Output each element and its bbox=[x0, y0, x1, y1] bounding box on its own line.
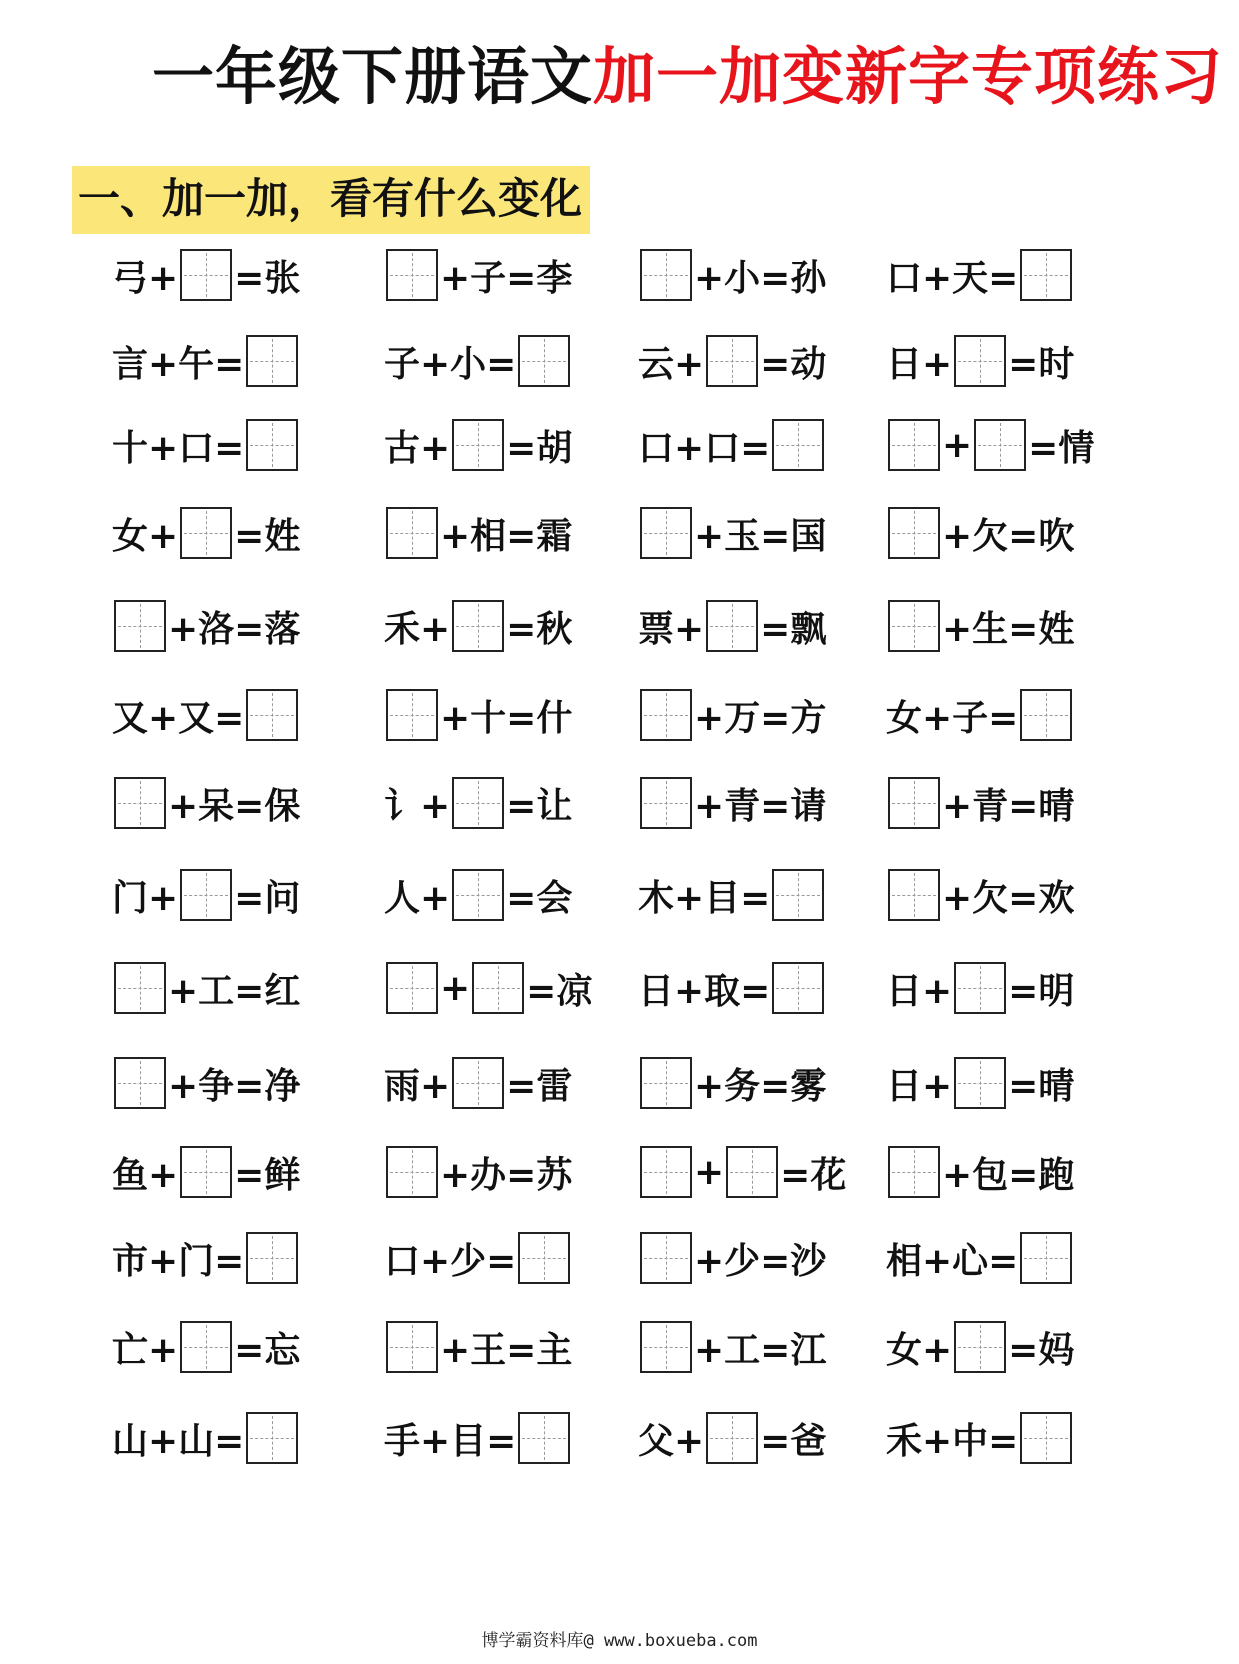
exercise-item bbox=[886, 1054, 1074, 1112]
exercise-text: 木+目= bbox=[638, 877, 771, 919]
answer-box[interactable] bbox=[640, 1232, 692, 1284]
exercise-item bbox=[886, 504, 1074, 562]
exercise-text: +办=苏 bbox=[440, 1154, 573, 1196]
exercise-text: +相=霜 bbox=[440, 515, 573, 557]
exercise-text: +工=江 bbox=[694, 1329, 827, 1371]
exercise-text: +王=主 bbox=[440, 1329, 573, 1371]
exercise-item bbox=[112, 332, 300, 390]
exercise-item bbox=[384, 686, 572, 744]
exercise-item bbox=[112, 686, 300, 744]
answer-box[interactable] bbox=[954, 962, 1006, 1014]
exercise-item bbox=[384, 774, 572, 832]
answer-box[interactable] bbox=[888, 507, 940, 559]
answer-box[interactable] bbox=[1020, 249, 1072, 301]
exercise-text: +玉=国 bbox=[694, 515, 827, 557]
exercise-text: =晴 bbox=[1008, 1065, 1075, 1107]
exercise-text: 口+口= bbox=[638, 427, 771, 469]
answer-box[interactable] bbox=[974, 419, 1026, 471]
exercise-item bbox=[638, 1054, 826, 1112]
exercise-row bbox=[0, 416, 1239, 474]
exercise-text: 口+少= bbox=[384, 1240, 517, 1282]
exercise-text: 女+子= bbox=[886, 697, 1019, 739]
exercise-text: +呆=保 bbox=[168, 785, 301, 827]
exercise-item bbox=[112, 504, 300, 562]
exercise-text: =秋 bbox=[506, 608, 573, 650]
answer-box[interactable] bbox=[1020, 1232, 1072, 1284]
exercise-text: =姓 bbox=[234, 515, 301, 557]
exercise-text: =时 bbox=[1008, 343, 1075, 385]
answer-box[interactable] bbox=[114, 1057, 166, 1109]
exercise-item bbox=[112, 416, 300, 474]
answer-box[interactable] bbox=[180, 869, 232, 921]
exercise-row bbox=[0, 1054, 1239, 1112]
exercise-item bbox=[638, 1229, 826, 1287]
exercise-text: 鱼+ bbox=[112, 1154, 179, 1196]
exercise-text: +万=方 bbox=[694, 697, 827, 739]
exercise-text: +青=晴 bbox=[942, 785, 1075, 827]
answer-box[interactable] bbox=[706, 1412, 758, 1464]
answer-box[interactable] bbox=[954, 335, 1006, 387]
exercise-item bbox=[638, 1143, 846, 1201]
exercise-text: +包=跑 bbox=[942, 1154, 1075, 1196]
exercise-row bbox=[0, 332, 1239, 390]
title-black: 一年级下册语文 bbox=[152, 40, 594, 113]
answer-box[interactable] bbox=[954, 1057, 1006, 1109]
exercise-text: +生=姓 bbox=[942, 608, 1075, 650]
exercise-item bbox=[886, 1229, 1074, 1287]
answer-box[interactable] bbox=[888, 777, 940, 829]
answer-box[interactable] bbox=[772, 419, 824, 471]
exercise-item bbox=[112, 246, 300, 304]
answer-box[interactable] bbox=[888, 1146, 940, 1198]
answer-box[interactable] bbox=[954, 1321, 1006, 1373]
exercise-row bbox=[0, 246, 1239, 304]
exercise-text: =张 bbox=[234, 257, 301, 299]
answer-box[interactable] bbox=[706, 335, 758, 387]
answer-box[interactable] bbox=[726, 1146, 778, 1198]
exercise-text: 日+ bbox=[886, 343, 953, 385]
answer-box[interactable] bbox=[888, 869, 940, 921]
exercise-text: 日+ bbox=[886, 970, 953, 1012]
exercise-item bbox=[384, 1143, 572, 1201]
exercise-row bbox=[0, 1409, 1239, 1467]
exercise-item bbox=[384, 866, 572, 924]
exercise-item bbox=[384, 416, 572, 474]
answer-box[interactable] bbox=[180, 507, 232, 559]
exercise-item bbox=[384, 1318, 572, 1376]
exercise-item bbox=[638, 1318, 826, 1376]
exercise-text: 日+取= bbox=[638, 970, 771, 1012]
exercise-item bbox=[886, 1143, 1074, 1201]
exercise-text: +欠=欢 bbox=[942, 877, 1075, 919]
exercise-text: =爸 bbox=[760, 1420, 827, 1462]
exercise-text: 口+天= bbox=[886, 257, 1019, 299]
footer-watermark: 博学霸资料库@ www.boxueba.com bbox=[481, 1631, 758, 1651]
answer-box[interactable] bbox=[772, 962, 824, 1014]
answer-box[interactable] bbox=[452, 600, 504, 652]
exercise-item bbox=[886, 246, 1074, 304]
exercise-text: 山+山= bbox=[112, 1420, 245, 1462]
exercise-item bbox=[384, 1409, 572, 1467]
exercise-item bbox=[112, 1054, 300, 1112]
exercise-text: +少=沙 bbox=[694, 1240, 827, 1282]
exercise-item bbox=[638, 332, 826, 390]
exercise-text: 人+ bbox=[384, 877, 451, 919]
exercise-text: =问 bbox=[234, 877, 301, 919]
exercise-text: =雷 bbox=[506, 1065, 573, 1107]
exercise-text: 相+心= bbox=[886, 1240, 1019, 1282]
exercise-text: =动 bbox=[760, 343, 827, 385]
answer-box[interactable] bbox=[246, 689, 298, 741]
exercise-text: +争=净 bbox=[168, 1065, 301, 1107]
answer-box[interactable] bbox=[386, 689, 438, 741]
answer-box[interactable] bbox=[114, 777, 166, 829]
exercise-item bbox=[886, 332, 1074, 390]
exercise-item bbox=[638, 597, 826, 655]
exercise-text: 云+ bbox=[638, 343, 705, 385]
exercise-item bbox=[886, 1409, 1074, 1467]
exercise-text: 雨+ bbox=[384, 1065, 451, 1107]
exercise-text: 手+目= bbox=[384, 1420, 517, 1462]
answer-box[interactable] bbox=[640, 507, 692, 559]
exercise-text: 门+ bbox=[112, 877, 179, 919]
exercise-item bbox=[384, 1229, 572, 1287]
answer-box[interactable] bbox=[472, 962, 524, 1014]
answer-box[interactable] bbox=[452, 419, 504, 471]
answer-box[interactable] bbox=[888, 419, 940, 471]
exercise-item bbox=[638, 1409, 826, 1467]
exercise-row bbox=[0, 1229, 1239, 1287]
exercise-text: +子=李 bbox=[440, 257, 573, 299]
exercise-text: + bbox=[694, 1151, 725, 1193]
answer-box[interactable] bbox=[386, 507, 438, 559]
exercise-text: +十=什 bbox=[440, 697, 573, 739]
exercise-text: =会 bbox=[506, 877, 573, 919]
answer-box[interactable] bbox=[640, 249, 692, 301]
answer-box[interactable] bbox=[246, 419, 298, 471]
answer-box[interactable] bbox=[114, 962, 166, 1014]
exercise-item bbox=[638, 774, 826, 832]
exercise-item bbox=[112, 774, 300, 832]
answer-box[interactable] bbox=[114, 600, 166, 652]
exercise-text: 又+又= bbox=[112, 697, 245, 739]
title-red: 加一加变新字专项练习 bbox=[593, 40, 1224, 113]
exercise-item bbox=[384, 246, 572, 304]
exercise-text: +小=孙 bbox=[694, 257, 827, 299]
exercise-item bbox=[112, 866, 300, 924]
exercise-text: 弓+ bbox=[112, 257, 179, 299]
exercise-item bbox=[112, 1318, 300, 1376]
exercise-item bbox=[112, 1229, 300, 1287]
exercise-item bbox=[638, 416, 826, 474]
exercise-text: 市+门= bbox=[112, 1240, 245, 1282]
exercise-item bbox=[384, 1054, 572, 1112]
exercise-row bbox=[0, 686, 1239, 744]
exercise-item bbox=[638, 866, 826, 924]
exercise-item bbox=[638, 959, 826, 1017]
exercise-item bbox=[384, 332, 572, 390]
exercise-text: +务=雾 bbox=[694, 1065, 827, 1107]
exercise-row bbox=[0, 504, 1239, 562]
exercise-text: 父+ bbox=[638, 1420, 705, 1462]
exercise-item bbox=[112, 1143, 300, 1201]
exercise-text: =妈 bbox=[1008, 1329, 1075, 1371]
answer-box[interactable] bbox=[386, 1146, 438, 1198]
answer-box[interactable] bbox=[246, 335, 298, 387]
answer-box[interactable] bbox=[180, 1321, 232, 1373]
answer-box[interactable] bbox=[452, 1057, 504, 1109]
answer-box[interactable] bbox=[386, 1321, 438, 1373]
exercise-text: +青=请 bbox=[694, 785, 827, 827]
exercise-text: +洛=落 bbox=[168, 608, 301, 650]
answer-box[interactable] bbox=[640, 1146, 692, 1198]
exercise-text: 子+小= bbox=[384, 343, 517, 385]
exercise-row bbox=[0, 959, 1239, 1017]
exercise-text: 日+ bbox=[886, 1065, 953, 1107]
exercise-text: =胡 bbox=[506, 427, 573, 469]
answer-box[interactable] bbox=[518, 1232, 570, 1284]
exercise-text: =让 bbox=[506, 785, 573, 827]
exercise-text: =凉 bbox=[526, 970, 593, 1012]
exercise-text: =明 bbox=[1008, 970, 1075, 1012]
answer-box[interactable] bbox=[452, 869, 504, 921]
answer-box[interactable] bbox=[246, 1232, 298, 1284]
exercise-item bbox=[384, 504, 572, 562]
exercise-text: 十+口= bbox=[112, 427, 245, 469]
answer-box[interactable] bbox=[640, 1057, 692, 1109]
exercise-text: 言+午= bbox=[112, 343, 245, 385]
exercise-text: =花 bbox=[780, 1154, 847, 1196]
answer-box[interactable] bbox=[180, 249, 232, 301]
answer-box[interactable] bbox=[1020, 1412, 1072, 1464]
exercise-item bbox=[112, 1409, 300, 1467]
exercise-text: 古+ bbox=[384, 427, 451, 469]
answer-box[interactable] bbox=[1020, 689, 1072, 741]
answer-box[interactable] bbox=[518, 335, 570, 387]
answer-box[interactable] bbox=[180, 1146, 232, 1198]
exercise-item bbox=[638, 686, 826, 744]
exercise-item bbox=[886, 1318, 1074, 1376]
answer-box[interactable] bbox=[772, 869, 824, 921]
exercise-text: 亡+ bbox=[112, 1329, 179, 1371]
exercise-text: +欠=吹 bbox=[942, 515, 1075, 557]
answer-box[interactable] bbox=[386, 249, 438, 301]
exercise-text: =情 bbox=[1028, 427, 1095, 469]
exercise-item bbox=[886, 959, 1074, 1017]
exercise-item bbox=[886, 416, 1094, 474]
exercise-item bbox=[112, 959, 300, 1017]
answer-box[interactable] bbox=[246, 1412, 298, 1464]
answer-box[interactable] bbox=[640, 1321, 692, 1373]
exercise-text: 女+ bbox=[112, 515, 179, 557]
exercise-text: + bbox=[942, 424, 973, 466]
exercise-text: 女+ bbox=[886, 1329, 953, 1371]
exercise-item bbox=[886, 686, 1074, 744]
exercise-text: +工=红 bbox=[168, 970, 301, 1012]
exercise-text: 票+ bbox=[638, 608, 705, 650]
answer-box[interactable] bbox=[386, 962, 438, 1014]
answer-box[interactable] bbox=[640, 689, 692, 741]
exercise-row bbox=[0, 866, 1239, 924]
exercise-text: =飘 bbox=[760, 608, 827, 650]
exercise-row bbox=[0, 597, 1239, 655]
exercise-item bbox=[384, 597, 572, 655]
answer-box[interactable] bbox=[518, 1412, 570, 1464]
exercise-item bbox=[112, 597, 300, 655]
exercise-row bbox=[0, 1143, 1239, 1201]
exercise-item bbox=[638, 504, 826, 562]
exercise-text: 禾+中= bbox=[886, 1420, 1019, 1462]
answer-box[interactable] bbox=[452, 777, 504, 829]
exercise-text: 讠+ bbox=[384, 785, 451, 827]
answer-box[interactable] bbox=[640, 777, 692, 829]
exercise-text: =鲜 bbox=[234, 1154, 301, 1196]
exercise-text: + bbox=[440, 967, 471, 1009]
exercise-text: 禾+ bbox=[384, 608, 451, 650]
exercise-item bbox=[638, 246, 826, 304]
section-heading: 一、加一加，看有什么变化 bbox=[72, 166, 590, 234]
exercise-row bbox=[0, 1318, 1239, 1376]
answer-box[interactable] bbox=[888, 600, 940, 652]
answer-box[interactable] bbox=[706, 600, 758, 652]
exercise-row bbox=[0, 774, 1239, 832]
exercise-item bbox=[384, 959, 592, 1017]
exercise-item bbox=[886, 774, 1074, 832]
exercise-item bbox=[886, 866, 1074, 924]
exercise-item bbox=[886, 597, 1074, 655]
exercise-text: =忘 bbox=[234, 1329, 301, 1371]
